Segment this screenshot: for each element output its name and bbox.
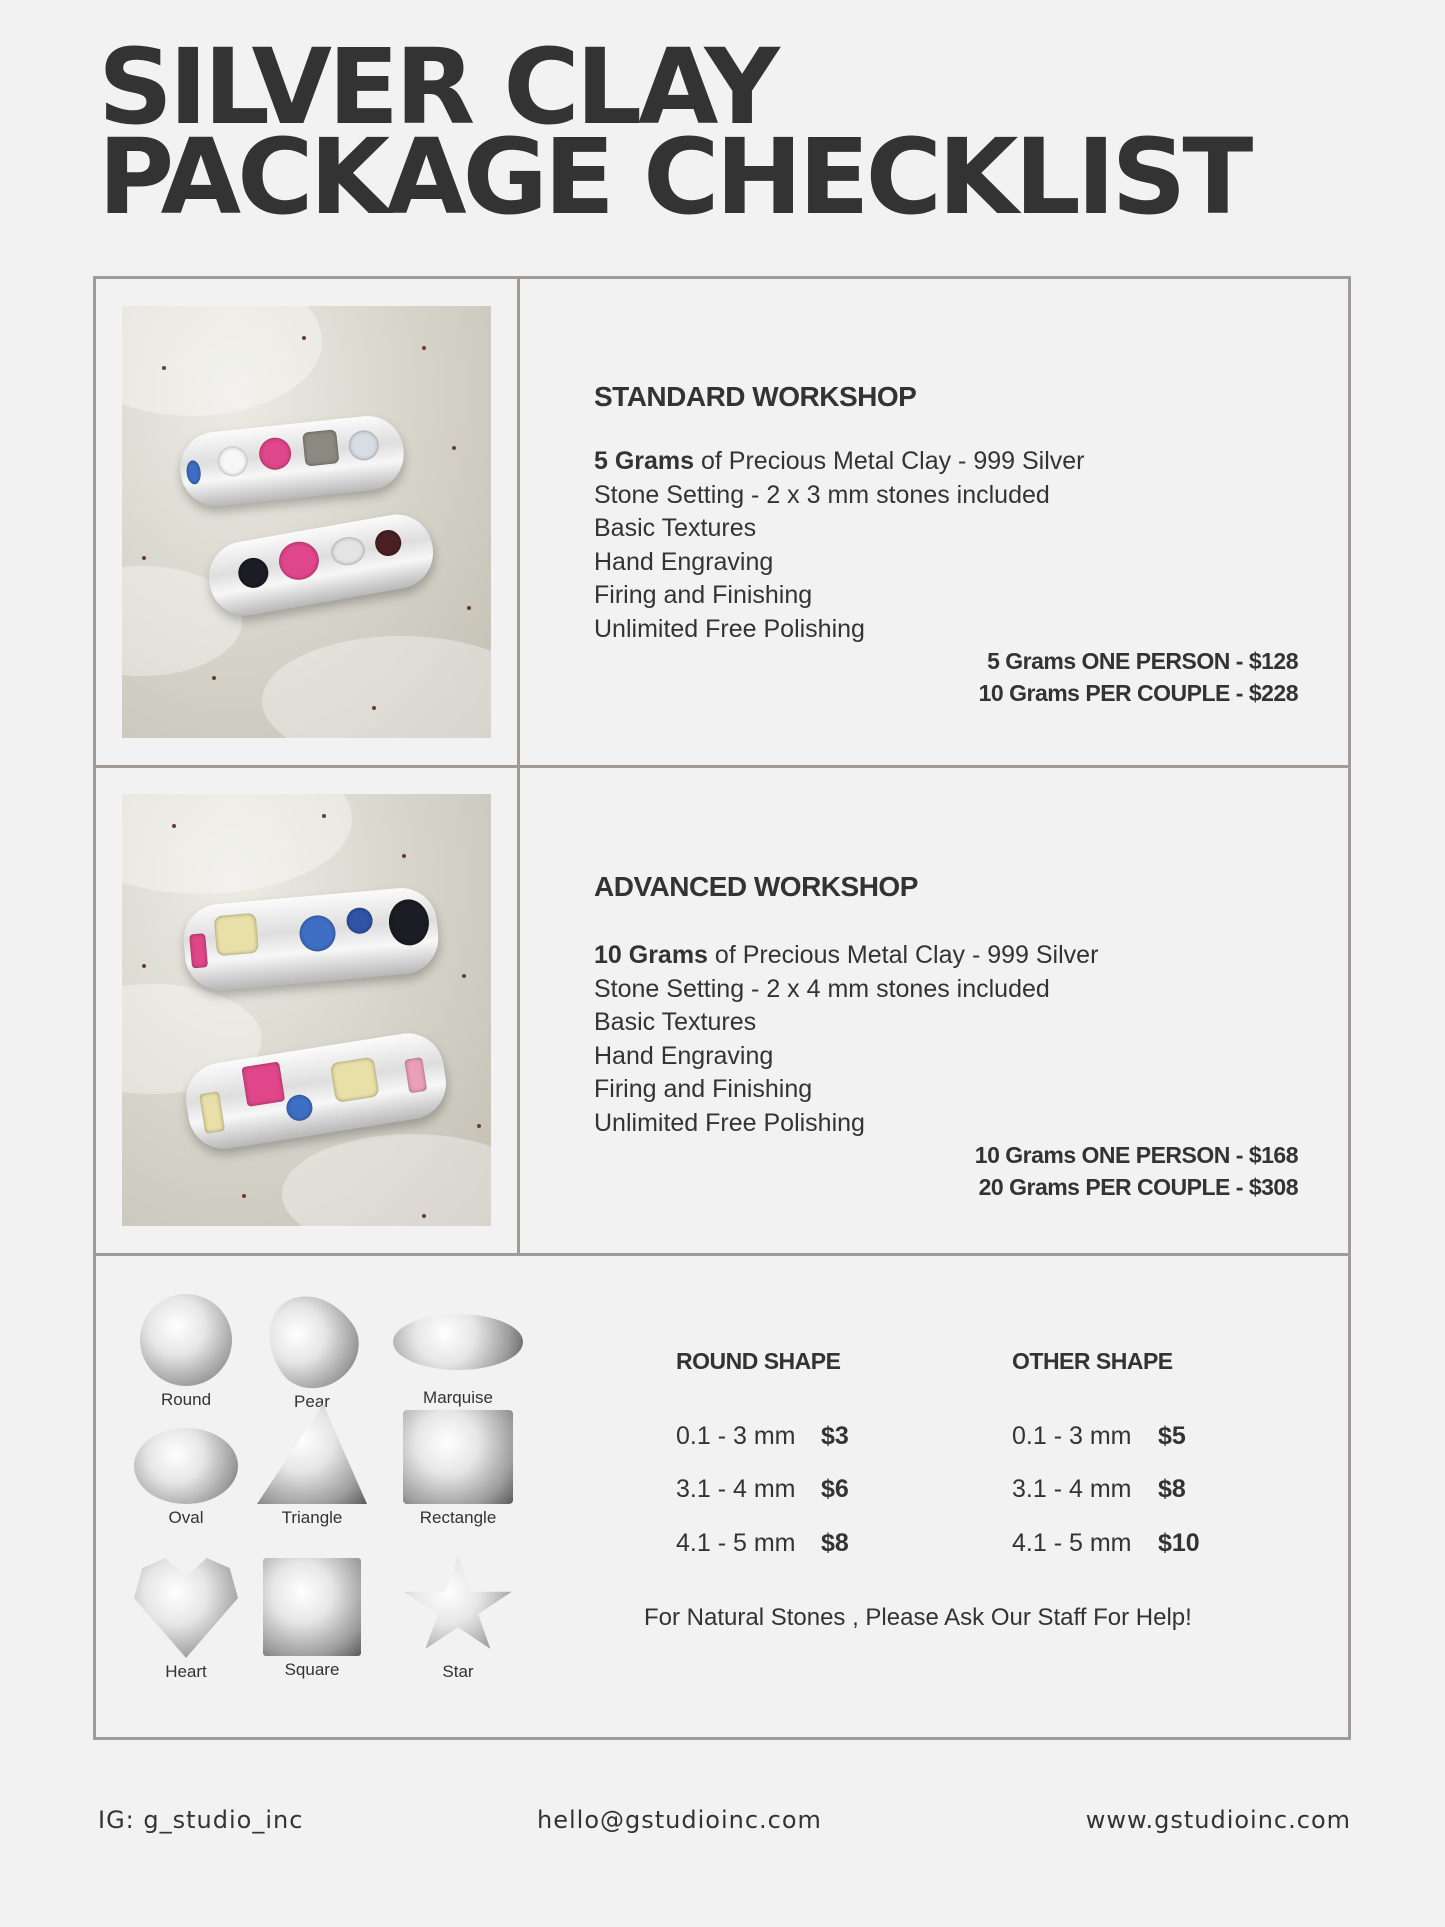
checklist-frame — [93, 276, 1351, 1740]
list-item: Firing and Finishing — [594, 581, 813, 609]
round-price-2: $6 — [821, 1475, 849, 1503]
other-price-2: $8 — [1158, 1475, 1186, 1503]
footer-email[interactable]: hello@gstudioinc.com — [537, 1806, 822, 1834]
advanced-price-single: 10 Grams ONE PERSON - $168 — [974, 1142, 1298, 1168]
other-shape-heading: OTHER SHAPE — [1012, 1348, 1173, 1374]
standard-prices — [979, 645, 1298, 709]
list-item: 10 Grams of Precious Metal Clay - 999 Silver — [594, 941, 1099, 969]
standard-feature-list — [594, 445, 1085, 646]
list-item: Hand Engraving — [594, 1041, 774, 1070]
advanced-feature-list — [594, 939, 1098, 1140]
stone-marquise: Marquise — [398, 1294, 518, 1408]
stone-rectangle: Rectangle — [398, 1410, 518, 1528]
list-item: Hand Engraving — [594, 547, 774, 576]
advanced-workshop-heading: ADVANCED WORKSHOP — [594, 871, 918, 902]
stone-square: Square — [252, 1558, 372, 1680]
other-price-1: $5 — [1158, 1422, 1186, 1450]
advanced-ring-photo — [122, 794, 491, 1226]
square-stone-icon — [263, 1558, 361, 1656]
footer-instagram: IG: g_studio_inc — [98, 1806, 304, 1834]
round-range-3: 4.1 - 5 mm — [676, 1529, 796, 1557]
advanced-price-couple: 20 Grams PER COUPLE - $308 — [978, 1174, 1298, 1200]
other-price-3: $10 — [1158, 1529, 1200, 1557]
list-item: Firing and Finishing — [594, 1075, 813, 1103]
footer-website[interactable]: www.gstudioinc.com — [1085, 1806, 1351, 1834]
standard-workshop-heading: STANDARD WORKSHOP — [594, 381, 917, 412]
stone-triangle: Triangle — [252, 1404, 372, 1528]
rectangle-stone-icon — [403, 1410, 513, 1504]
divider-1 — [96, 765, 1348, 768]
round-shape-heading: ROUND SHAPE — [676, 1348, 841, 1374]
other-range-3: 4.1 - 5 mm — [1012, 1529, 1132, 1557]
stone-pear: Pear — [252, 1294, 372, 1412]
stone-round: Round — [126, 1294, 246, 1410]
triangle-stone-icon — [257, 1404, 367, 1504]
title-line-1: SILVER CLAY — [98, 26, 776, 148]
round-range-1: 0.1 - 3 mm — [676, 1422, 796, 1450]
list-item: Stone Setting - 2 x 3 mm stones included — [594, 480, 1050, 509]
stone-pricing-section — [96, 1256, 1348, 1737]
standard-price-couple: 10 Grams PER COUPLE - $228 — [978, 680, 1298, 706]
standard-ring-photo — [122, 306, 491, 738]
round-price-3: $8 — [821, 1529, 849, 1557]
list-item: Stone Setting - 2 x 4 mm stones included — [594, 974, 1050, 1003]
standard-price-single: 5 Grams ONE PERSON - $128 — [987, 648, 1298, 674]
stone-oval: Oval — [126, 1428, 246, 1528]
list-item: Basic Textures — [594, 1008, 757, 1036]
list-item: Unlimited Free Polishing — [594, 614, 865, 643]
page-title — [98, 26, 1250, 238]
star-stone-icon — [402, 1556, 514, 1658]
oval-stone-icon — [134, 1428, 238, 1504]
pear-stone-icon — [250, 1278, 374, 1404]
title-line-2: PACKAGE CHECKLIST — [98, 116, 1250, 238]
round-range-2: 3.1 - 4 mm — [676, 1475, 796, 1503]
other-range-1: 0.1 - 3 mm — [1012, 1422, 1132, 1450]
list-item: 5 Grams of Precious Metal Clay - 999 Silver — [594, 447, 1085, 475]
heart-stone-icon — [134, 1558, 238, 1658]
round-stone-icon — [140, 1294, 232, 1386]
natural-stones-note: For Natural Stones , Please Ask Our Staff For Help! — [644, 1604, 1192, 1631]
list-item: Basic Textures — [594, 514, 757, 542]
vertical-divider — [517, 279, 520, 1253]
stone-heart: Heart — [126, 1558, 246, 1682]
stone-shapes-grid — [126, 1294, 546, 1714]
round-price-1: $3 — [821, 1422, 849, 1450]
marquise-stone-icon — [393, 1314, 523, 1370]
list-item: Unlimited Free Polishing — [594, 1108, 865, 1137]
stone-star: Star — [398, 1556, 518, 1682]
other-range-2: 3.1 - 4 mm — [1012, 1475, 1132, 1503]
advanced-prices — [975, 1139, 1298, 1203]
